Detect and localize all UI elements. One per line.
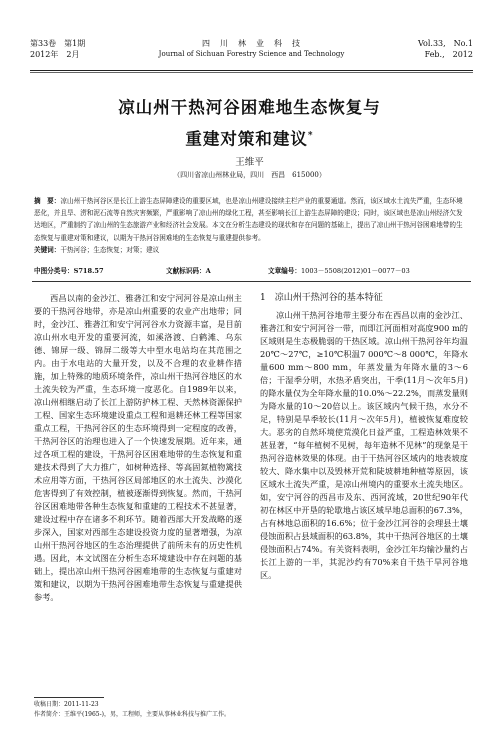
keywords-label: 关键词：: [34, 245, 61, 254]
article-no-value: 1003－5508(2012)01－0077－03: [300, 267, 410, 275]
doc-code-value: A: [205, 267, 211, 275]
author-bio: 作者简介：王维平(1965-)，男，工程师，主要从事林业科技与推广工作。: [34, 711, 230, 718]
volume-en: Vol.33, No.1: [418, 39, 473, 48]
footnote-rule: [34, 697, 104, 698]
header-rule: [30, 70, 473, 71]
running-head: [30, 36, 473, 70]
section-paragraph: 凉山州干热河谷地带主要分布在西昌以南的金沙江、雅砻江和安宁河河谷一带，而即江河面相对高度900 m的区域则是生态极脆弱的干热区域。凉山州干热河谷年均温20℃～27℃，≥10℃积温7 000℃～8 000℃，年降水量600 mm～800 mm，年蒸发量为年降水量的3～6倍；干湿季分明，水热矛盾突出，干季(11月～次年5月)的降水量仅为全年降水量的10.0%～22.2%，而蒸发量则为降水量的10～20倍以上。该区域内气候干热，水分不足，特别是旱季较长(11月～次年5月)，植被恢复难度较大。恶劣的自然环境使荒漠化日益严重，工程造林效果不甚显著，“每年植树不见树，每年造林不见林”的现象是干热河谷造林效果的体现。由于干热河谷区域内的地表坡度较大、降水集中以及毁林开荒和陡坡耕地种植等原因，该区域水土流失严重，是凉山州境内的重要水土流失地区。如，安宁河谷的西昌市及东、西河流域，20世纪90年代初在林区中开垦的轮歇地占该区域早地总面积的67.3%，占有林地总面积的16.6%；位于金沙江河谷的会理县土壤侵蚀面积占县域面积的63.8%，其中干热河谷地区的土壤侵蚀面积占74%。有关资料表明，金沙江年均输沙量约占长江上游的一半，其泥沙约有70%来自干热干旱河谷地区。: [260, 310, 468, 580]
section-title: 凉山州干热河谷的基本特征: [274, 293, 383, 303]
volume-issue: 第33卷 第1期: [30, 39, 86, 48]
section-heading: [260, 292, 468, 305]
clc-number: [34, 265, 104, 275]
author-name: 王维平: [235, 157, 264, 168]
doc-code-label: 文献标识码：: [166, 267, 206, 275]
document-code: [166, 265, 211, 275]
clc-label: 中图分类号：: [34, 267, 74, 275]
keywords-text: 干热河谷；生态恢复；对策；建议: [60, 245, 160, 254]
abstract: [34, 195, 467, 244]
journal-name-cn: 四 川 林 业 科 技: [202, 39, 301, 48]
title-line-2-text: 重建对策和建议: [185, 129, 308, 149]
abstract-rule: [32, 281, 471, 282]
keywords: [34, 244, 467, 256]
year-month: 2012年 2月: [30, 50, 80, 59]
section-number: 1: [260, 293, 266, 303]
title-footnote-mark: *: [307, 131, 314, 141]
abstract-text: 凉山州干热河谷区是长江上游生态屏障建设的重要区域，也是凉山州建设接续主栏产业的重要通道。然而，该区域水土流失严重，生态环境恶化，并且旱、涝和泥石流等自然灾害频繁，严重影响了凉山州的绿化工程，甚至影响长江上游生态屏障的建设；同时，该区域也是凉山州经济欠发达地区，严重制约了凉山州的生态旅游产业和经济社会发展。本文在分析生态建设的现状和存在问题的基础上，提出了凉山州干热河谷困难地带的生态恢复与重建对策和建议，以期为干热河谷困难地的生态恢复与重建提供参考。: [34, 197, 463, 242]
received-date: 收稿日期：2011-11-23: [34, 701, 99, 708]
journal-name-en: Journal of Sichuan Forestry Science and Technology: [158, 50, 345, 58]
date-en: Feb., 2012: [424, 50, 473, 59]
clc-value: S718.57: [73, 267, 104, 275]
abstract-label: 摘 要：: [34, 197, 61, 205]
running-head-center: [30, 38, 473, 60]
article-no-label: 文章编号：: [268, 267, 301, 275]
running-head-right: [418, 38, 473, 60]
article-number: [268, 265, 410, 275]
author-affiliation: （四川省凉山州林业局，四川 西昌 615000）: [173, 171, 326, 179]
left-column: [34, 292, 242, 604]
title-line-1: 凉山州干热河谷困难地生态恢复与: [118, 98, 381, 117]
right-column: [260, 292, 468, 582]
header-rule-thin: [30, 72, 473, 73]
article-title: [20, 94, 479, 154]
title-line-2: [20, 122, 479, 154]
footnote: [34, 700, 469, 720]
abstract-block: [34, 195, 467, 256]
intro-paragraph: 西昌以南的金沙江、雅砻江和安宁河河谷是凉山州主要的干热河谷地带，亦是凉山州重要的农业产出地带；同时，金沙江、雅砻江和安宁河河谷水力资源丰富，是目前凉山州水电开发的重要河流，如溪洛渡、白鹤滩、乌东德、锦屏一级、锦屏二级等大中型水电站均在其范围之内。由于水电站的大量开发，以及不合理的农业耕作措施，加上特殊的地质环境条件，凉山州干热河谷地区的水土流失较为严重，生态环境一度恶化。自1989年以来，凉山州相继启动了长江上游防护林工程、天然林资源保护工程、国家生态环境建设重点工程和退耕还林工程等国家重点工程，干热河谷区的生态环境得到一定程度的改善，干热河谷区的治理也进入了一个快速发展期。近年来，通过各项工程的建设，干热河谷区困难地带的生态恢复和重建技术得到了大力推广，如树种选择、等高固氮植物篱技术应用等方面，干热河谷区局部地区的水土流失、沙漠化危害得到了有效控制，植被逐渐得到恢复。然而，干热河谷区困难地带各种生态恢复和重建的工程技术不甚显著，建设过程中存在诸多不利环节。随着西部大开发战略的逐步深入，国家对西部生态建设投资力度的显著增强，为凉山州干热河谷地区的生态治理提供了前所未有的历史性机遇。因此，本文试图在分析生态环境建设中存在问题的基础上，提出凉山州干热河谷困难地带的生态恢复与重建对策和建议，以期为干热河谷困难地带生态恢复与重建提供参考。: [34, 293, 242, 602]
